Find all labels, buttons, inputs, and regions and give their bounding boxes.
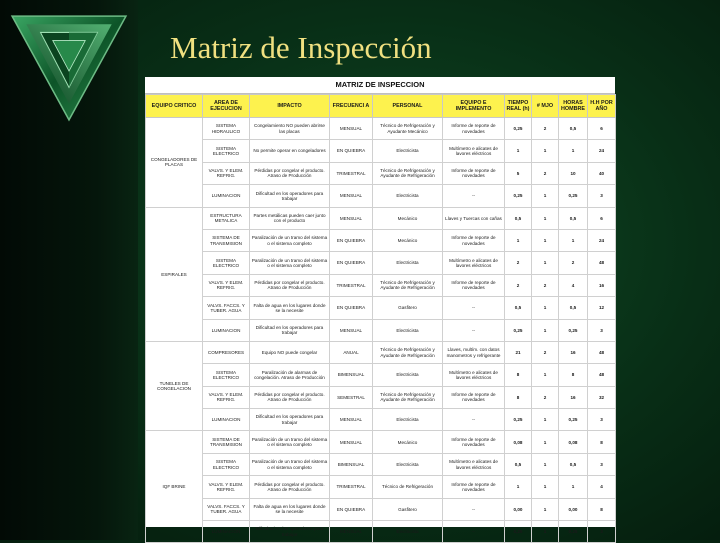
area-cell: COMPRESORES: [203, 341, 250, 363]
frecuencia-cell: BIMENSUAL: [330, 453, 373, 475]
equipo-critico-cell: CONGELADORES DE PLACAS: [146, 118, 203, 208]
implemento-cell: Multímetro e alicates de lavores eléctricos: [443, 140, 505, 162]
area-cell: LUMINACION: [203, 521, 250, 543]
hh-cell: 6: [588, 207, 616, 229]
tiempo-cell: 0,08: [505, 431, 532, 453]
horas-cell: 16: [559, 341, 588, 363]
area-cell: VALVS. Y ELEM. REFRIG.: [203, 274, 250, 296]
impacto-cell: Pérdidas por congelar el producto. Atraso de Producción: [250, 386, 330, 408]
personal-cell: Electricista: [373, 364, 443, 386]
personal-cell: Electricista: [373, 140, 443, 162]
horas-cell: 0,08: [559, 431, 588, 453]
horas-cell: 0,5: [559, 118, 588, 140]
hh-cell: 48: [588, 252, 616, 274]
left-decor-strip: [0, 0, 138, 540]
tiempo-cell: 0,25: [505, 118, 532, 140]
implemento-cell: Informe de reporte de novedades: [443, 118, 505, 140]
impacto-cell: Pérdidas por congelar el producto. Atraso de Producción: [250, 274, 330, 296]
horas-cell: 0,5: [559, 297, 588, 319]
hh-cell: 8: [588, 431, 616, 453]
frecuencia-cell: MENSUAL: [330, 185, 373, 207]
nmo-cell: 1: [532, 297, 559, 319]
area-cell: LUMINACION: [203, 409, 250, 431]
implemento-cell: --: [443, 409, 505, 431]
horas-cell: 0,25: [559, 521, 588, 543]
hh-cell: 24: [588, 229, 616, 251]
area-cell: SISTEMA ELECTRICO: [203, 252, 250, 274]
personal-cell: Técnico de Refrigeración y Ayudante de Refrigeración: [373, 341, 443, 363]
col-header-implemento: EQUIPO E IMPLEMENTO: [443, 95, 505, 118]
area-cell: VALVS. Y ELEM. REFRIG.: [203, 386, 250, 408]
tiempo-cell: 1: [505, 229, 532, 251]
nmo-cell: 2: [532, 162, 559, 184]
area-cell: VALVS. FACCS. Y TUBER. AGUA: [203, 498, 250, 520]
nmo-cell: 1: [532, 409, 559, 431]
area-cell: SISTEMA ELECTRICO: [203, 453, 250, 475]
tiempo-cell: 8: [505, 364, 532, 386]
impacto-cell: Falta de agua en los lugares donde se la necesite: [250, 297, 330, 319]
nmo-cell: 2: [532, 274, 559, 296]
impacto-cell: Pérdidas por congelar el producto. Atraso de Producción: [250, 476, 330, 498]
col-header-horas: HORAS HOMBRE: [559, 95, 588, 118]
area-cell: SISTEMA HIDRAULICO: [203, 118, 250, 140]
personal-cell: Electricista: [373, 252, 443, 274]
implemento-cell: Informe de reporte de novedades: [443, 431, 505, 453]
personal-cell: Técnico de Refrigeración: [373, 476, 443, 498]
equipo-critico-cell: TUNELES DE CONGELACION: [146, 341, 203, 431]
tiempo-cell: 2: [505, 252, 532, 274]
personal-cell: Gasfitero: [373, 297, 443, 319]
horas-cell: 0,5: [559, 207, 588, 229]
col-header-nmo: # MJO: [532, 95, 559, 118]
table-row: [146, 118, 616, 140]
impacto-cell: Partes metálicas pueden caer junto con el producto: [250, 207, 330, 229]
frecuencia-cell: MENSUAL: [330, 521, 373, 543]
nmo-cell: 1: [532, 185, 559, 207]
nmo-cell: 2: [532, 386, 559, 408]
frecuencia-cell: MENSUAL: [330, 431, 373, 453]
frecuencia-cell: EN QUIEBRA: [330, 297, 373, 319]
table-row: [146, 185, 616, 207]
personal-cell: Mecánico: [373, 229, 443, 251]
area-cell: SISTEMA DE TRANSMISION: [203, 229, 250, 251]
area-cell: SISTEMA ELECTRICO: [203, 140, 250, 162]
frecuencia-cell: BIMENSUAL: [330, 364, 373, 386]
table-row: [146, 521, 616, 543]
implemento-cell: --: [443, 319, 505, 341]
col-header-equipo: EQUIPO CRITICO: [146, 95, 203, 118]
personal-cell: Electricista: [373, 185, 443, 207]
implemento-cell: Informe de reporte de novedades: [443, 476, 505, 498]
frecuencia-cell: MENSUAL: [330, 319, 373, 341]
frecuencia-cell: EN QUIEBRA: [330, 498, 373, 520]
horas-cell: 2: [559, 252, 588, 274]
implemento-cell: Multímetro e alicates de lavores eléctricos: [443, 364, 505, 386]
tiempo-cell: 0,00: [505, 498, 532, 520]
personal-cell: Electricista: [373, 409, 443, 431]
hh-cell: 3: [588, 521, 616, 543]
nmo-cell: 1: [532, 207, 559, 229]
hh-cell: 3: [588, 319, 616, 341]
impacto-cell: Congelamiento NO pueden abrirse las placas: [250, 118, 330, 140]
col-header-tiempo: TIEMPO REAL (h): [505, 95, 532, 118]
implemento-cell: Informe de reporte de novedades: [443, 386, 505, 408]
nmo-cell: 1: [532, 364, 559, 386]
personal-cell: Mecánico: [373, 431, 443, 453]
hh-cell: 40: [588, 162, 616, 184]
personal-cell: Electricista: [373, 453, 443, 475]
personal-cell: Gasfitero: [373, 498, 443, 520]
tiempo-cell: 0,5: [505, 207, 532, 229]
implemento-cell: Llaves, multím. con datos manometros y refrigerante: [443, 341, 505, 363]
table-row: [146, 341, 616, 363]
hh-cell: 16: [588, 274, 616, 296]
hh-cell: 48: [588, 341, 616, 363]
area-cell: VALVS. FACCS. Y TUBER. AGUA: [203, 297, 250, 319]
hh-cell: 48: [588, 364, 616, 386]
hh-cell: 12: [588, 297, 616, 319]
implemento-cell: Multímetro e alicates de lavores eléctricos: [443, 252, 505, 274]
horas-cell: 0,25: [559, 185, 588, 207]
implemento-cell: Multímetro e alicates de lavores eléctricos: [443, 453, 505, 475]
table-row: [146, 364, 616, 386]
tiempo-cell: 0,25: [505, 521, 532, 543]
nmo-cell: 1: [532, 252, 559, 274]
personal-cell: Mecánico: [373, 207, 443, 229]
hh-cell: 3: [588, 453, 616, 475]
implemento-cell: --: [443, 498, 505, 520]
horas-cell: 10: [559, 162, 588, 184]
frecuencia-cell: SEMESTRAL: [330, 386, 373, 408]
table-row: [146, 431, 616, 453]
frecuencia-cell: EN QUIEBRA: [330, 252, 373, 274]
equipo-critico-cell: ESPIRALES: [146, 207, 203, 341]
col-header-frecuencia: FRECUENCI A: [330, 95, 373, 118]
nmo-cell: 1: [532, 453, 559, 475]
horas-cell: 0,25: [559, 319, 588, 341]
area-cell: LUMINACION: [203, 319, 250, 341]
inspection-matrix-panel: [145, 77, 615, 537]
table-row: [146, 140, 616, 162]
horas-cell: 4: [559, 274, 588, 296]
hh-cell: 32: [588, 386, 616, 408]
emerald-triangle-logo: [8, 6, 130, 128]
frecuencia-cell: TRIMESTRAL: [330, 476, 373, 498]
impacto-cell: Paralización de un tramo del sistema o el sistema completo: [250, 252, 330, 274]
tiempo-cell: 1: [505, 476, 532, 498]
personal-cell: Electricista: [373, 319, 443, 341]
tiempo-cell: 0,5: [505, 297, 532, 319]
tiempo-cell: 21: [505, 341, 532, 363]
nmo-cell: 1: [532, 319, 559, 341]
hh-cell: 24: [588, 140, 616, 162]
tiempo-cell: 5: [505, 162, 532, 184]
area-cell: VALVS. Y ELEM. REFRIG.: [203, 476, 250, 498]
table-row: [146, 229, 616, 251]
col-header-area: AREA DE EJECUCION: [203, 95, 250, 118]
impacto-cell: Pérdidas por congelar el producto. Atraso de Producción: [250, 162, 330, 184]
personal-cell: Técnico de Refrigeración y Ayudante de Refrigeración: [373, 386, 443, 408]
horas-cell: 8: [559, 364, 588, 386]
header-row: [146, 95, 616, 118]
personal-cell: Técnico de Refrigeración y Ayudante Mecánico: [373, 118, 443, 140]
nmo-cell: 1: [532, 476, 559, 498]
table-row: [146, 319, 616, 341]
col-header-personal: PERSONAL: [373, 95, 443, 118]
tiempo-cell: 0,25: [505, 409, 532, 431]
impacto-cell: Paralización de alarmas de congelación. Atraso de Producción: [250, 364, 330, 386]
frecuencia-cell: TRIMESTRAL: [330, 274, 373, 296]
table-row: [146, 252, 616, 274]
impacto-cell: Dificultad en los operadores para trabajar: [250, 185, 330, 207]
tiempo-cell: 0,25: [505, 319, 532, 341]
horas-cell: 1: [559, 229, 588, 251]
nmo-cell: 1: [532, 431, 559, 453]
frecuencia-cell: TRIMESTRAL: [330, 162, 373, 184]
matrix-body: [146, 118, 616, 543]
table-row: [146, 476, 616, 498]
impacto-cell: Dificultad en los operadores para trabajar: [250, 409, 330, 431]
horas-cell: 1: [559, 476, 588, 498]
implemento-cell: Informe de reporte de novedades: [443, 274, 505, 296]
impacto-cell: Falta de agua en los lugares donde se la necesite: [250, 498, 330, 520]
tiempo-cell: 8: [505, 386, 532, 408]
frecuencia-cell: MENSUAL: [330, 207, 373, 229]
area-cell: LUMINACION: [203, 185, 250, 207]
impacto-cell: Paralización de un tramo del sistema o el sistema completo: [250, 453, 330, 475]
col-header-hh-anio: H.H POR AÑO: [588, 95, 616, 118]
area-cell: ESTRUCTURA METALICA: [203, 207, 250, 229]
impacto-cell: Equipo NO puede congelar: [250, 341, 330, 363]
table-row: [146, 297, 616, 319]
tiempo-cell: 1: [505, 140, 532, 162]
inspection-matrix-table: [145, 94, 616, 543]
equipo-critico-cell: IQF BRINE: [146, 431, 203, 543]
slide-title: Matriz de Inspección: [170, 30, 432, 65]
hh-cell: 8: [588, 498, 616, 520]
nmo-cell: 1: [532, 229, 559, 251]
hh-cell: 6: [588, 118, 616, 140]
table-row: [146, 453, 616, 475]
table-row: [146, 162, 616, 184]
horas-cell: 0,25: [559, 409, 588, 431]
area-cell: SISTEMA DE TRANSMISION: [203, 431, 250, 453]
tiempo-cell: 0,25: [505, 185, 532, 207]
table-row: [146, 207, 616, 229]
hh-cell: 3: [588, 409, 616, 431]
horas-cell: 16: [559, 386, 588, 408]
horas-cell: 0,5: [559, 453, 588, 475]
area-cell: VALVS. Y ELEM. REFRIG.: [203, 162, 250, 184]
frecuencia-cell: EN QUIEBRA: [330, 140, 373, 162]
nmo-cell: 1: [532, 140, 559, 162]
hh-cell: 4: [588, 476, 616, 498]
implemento-cell: --: [443, 521, 505, 543]
nmo-cell: 2: [532, 118, 559, 140]
table-row: [146, 386, 616, 408]
frecuencia-cell: MENSUAL: [330, 409, 373, 431]
table-row: [146, 409, 616, 431]
impacto-cell: Paralización de un tramo del sistema o el sistema completo: [250, 229, 330, 251]
personal-cell: Técnico de Refrigeración y Ayudante de Refrigeración: [373, 274, 443, 296]
implemento-cell: --: [443, 185, 505, 207]
frecuencia-cell: ANUAL: [330, 341, 373, 363]
personal-cell: Técnico de Refrigeración y Ayudante de Refrigeración: [373, 162, 443, 184]
hh-cell: 3: [588, 185, 616, 207]
nmo-cell: 1: [532, 498, 559, 520]
personal-cell: Electricista: [373, 521, 443, 543]
col-header-impacto: IMPACTO: [250, 95, 330, 118]
implemento-cell: Informe de reporte de novedades: [443, 229, 505, 251]
table-row: [146, 274, 616, 296]
nmo-cell: 1: [532, 521, 559, 543]
nmo-cell: 2: [532, 341, 559, 363]
impacto-cell: Dificultad en los operadores para trabajar: [250, 319, 330, 341]
tiempo-cell: 0,5: [505, 453, 532, 475]
implemento-cell: Llaves y Tuercas con cañas: [443, 207, 505, 229]
implemento-cell: Informe de reporte de novedades: [443, 162, 505, 184]
implemento-cell: --: [443, 297, 505, 319]
impacto-cell: Dificultad en los operadores para trabajar: [250, 521, 330, 543]
tiempo-cell: 2: [505, 274, 532, 296]
frecuencia-cell: MENSUAL: [330, 118, 373, 140]
matrix-banner: MATRIZ DE INSPECCION: [145, 77, 615, 94]
horas-cell: 0,00: [559, 498, 588, 520]
frecuencia-cell: EN QUIEBRA: [330, 229, 373, 251]
table-row: [146, 498, 616, 520]
impacto-cell: No permite operar en congeladores: [250, 140, 330, 162]
horas-cell: 1: [559, 140, 588, 162]
impacto-cell: Paralización de un tramo del sistema o el sistema completo: [250, 431, 330, 453]
area-cell: SISTEMA ELECTRICO: [203, 364, 250, 386]
